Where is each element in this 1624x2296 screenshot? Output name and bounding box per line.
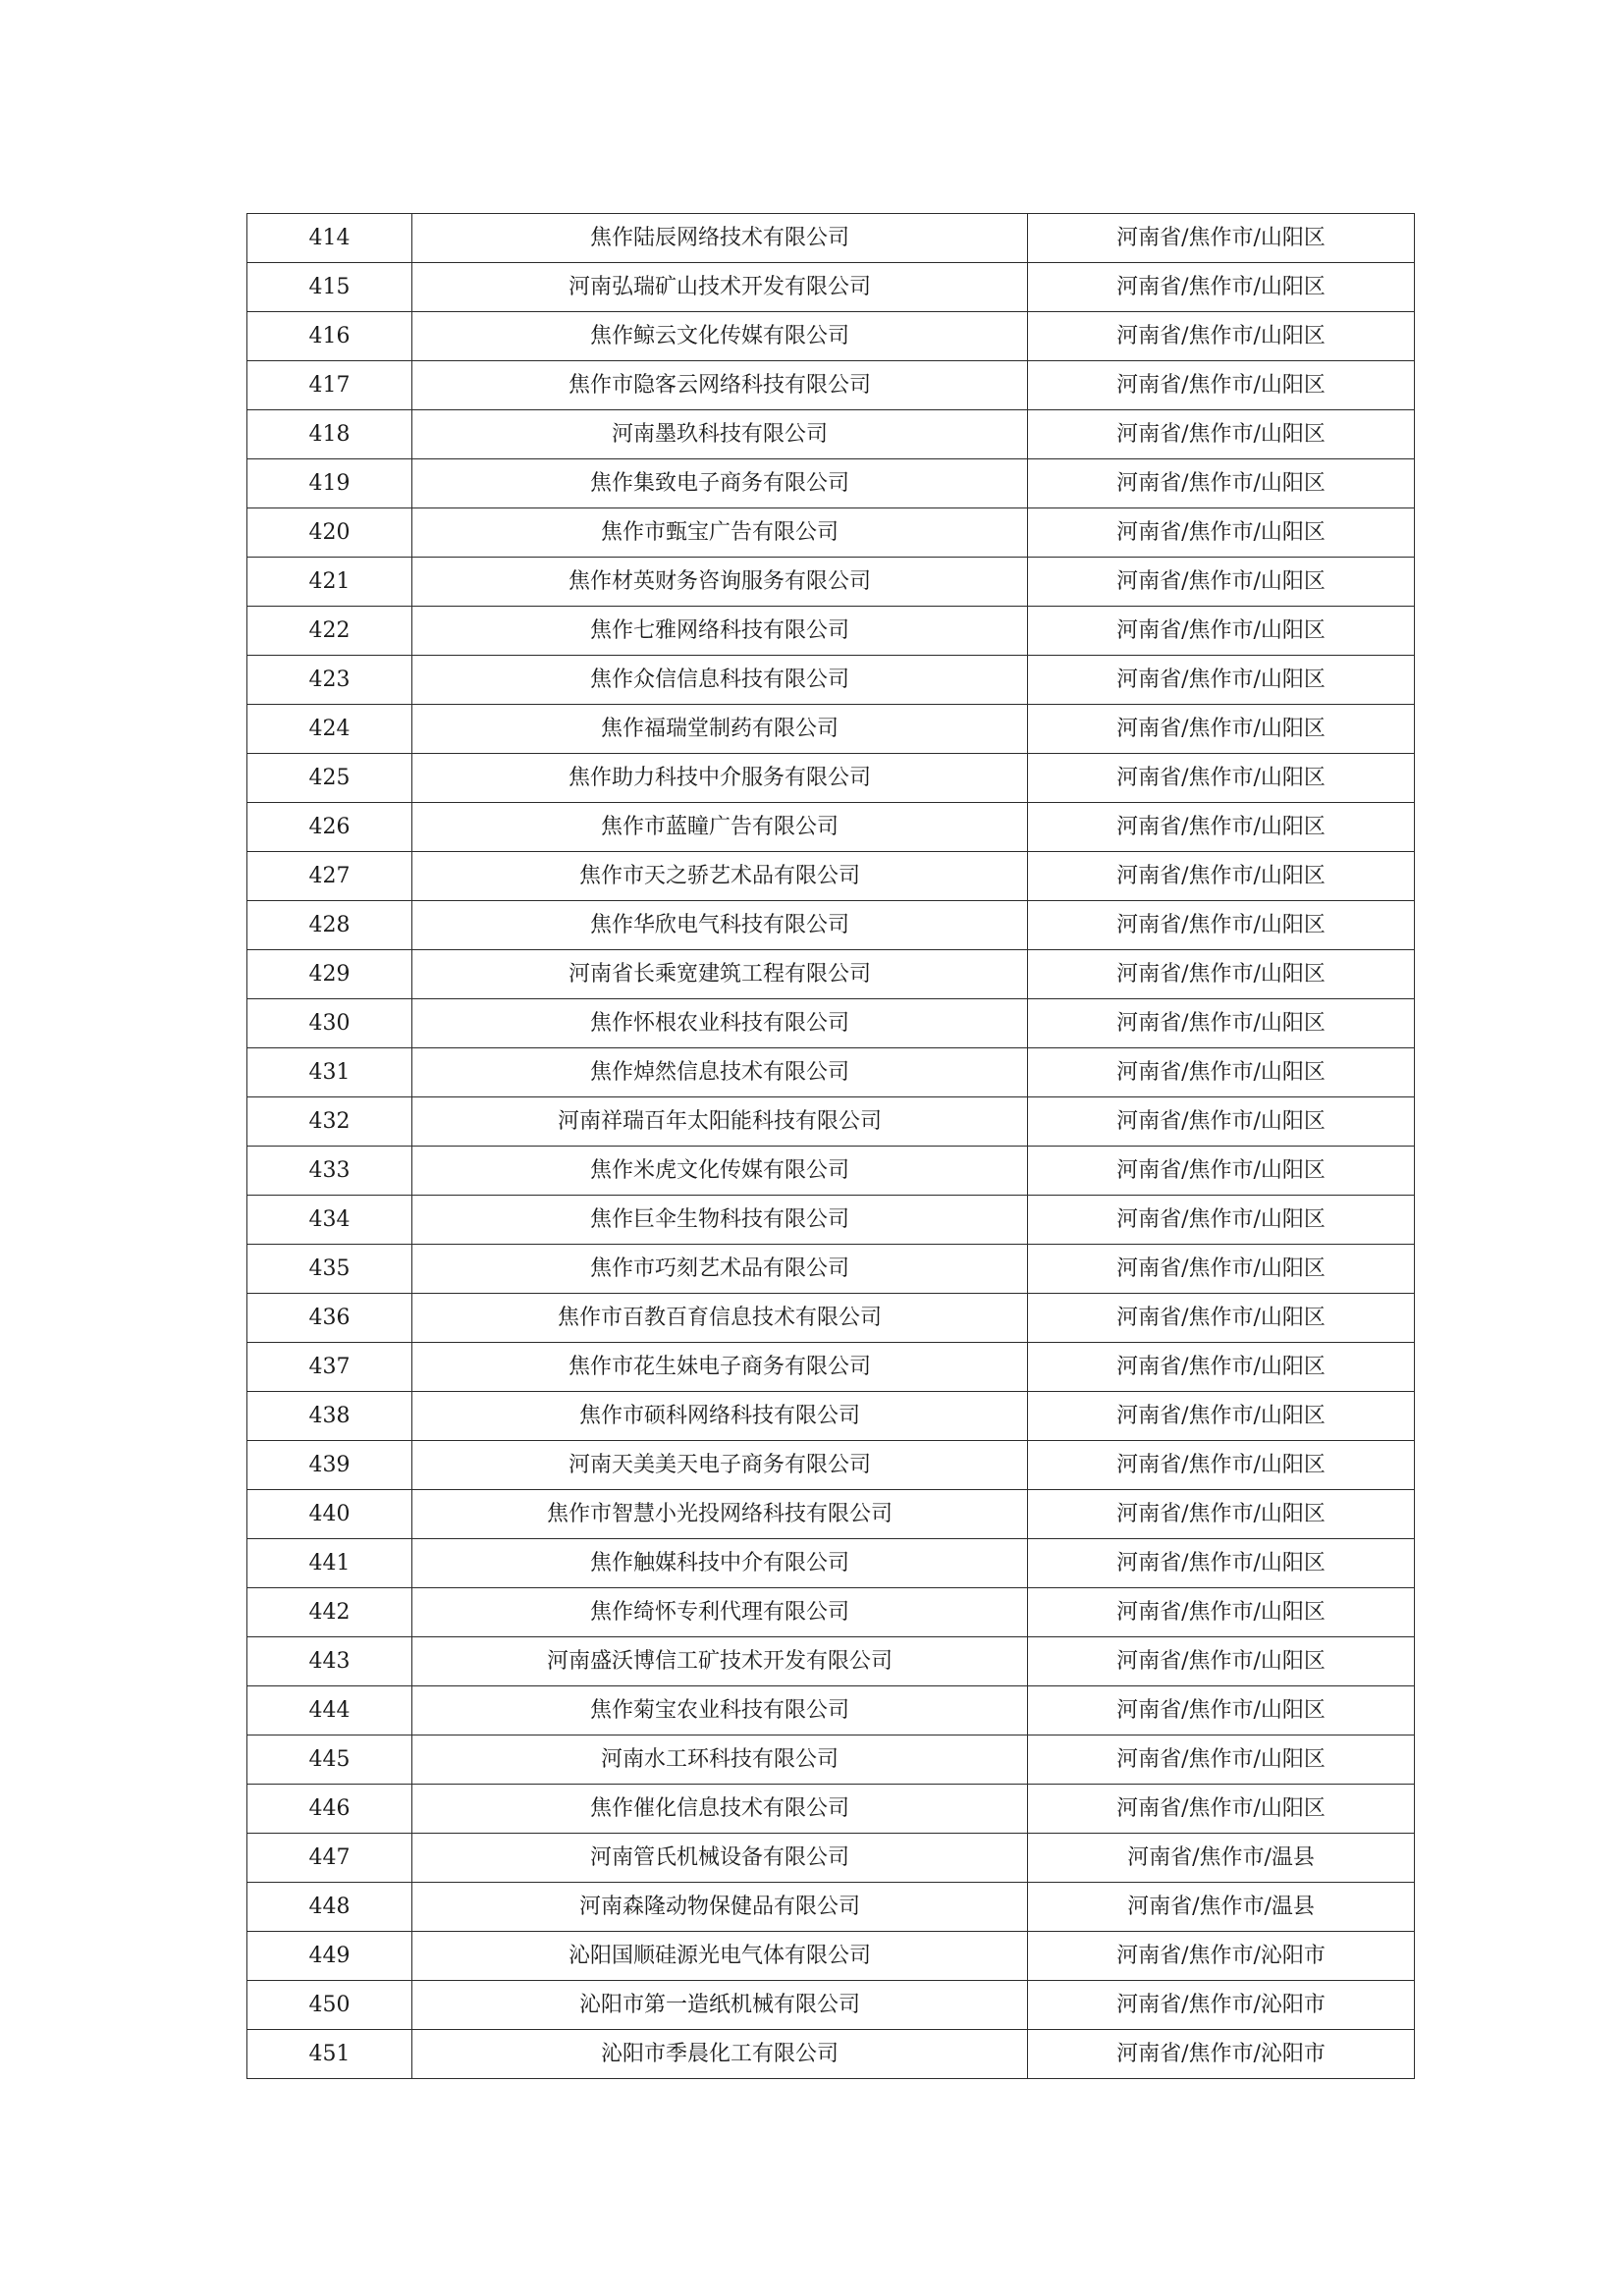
table-row: [247, 1441, 1415, 1490]
region-cell: 河南省/焦作市/山阳区: [1028, 312, 1415, 361]
row-number-cell: 445: [247, 1735, 412, 1785]
region-cell: 河南省/焦作市/沁阳市: [1028, 2030, 1415, 2079]
region-cell: 河南省/焦作市/山阳区: [1028, 1539, 1415, 1588]
row-number-cell: 427: [247, 852, 412, 901]
row-number-cell: 415: [247, 263, 412, 312]
company-name-cell: 河南天美美天电子商务有限公司: [412, 1441, 1028, 1490]
row-number-cell: 419: [247, 459, 412, 508]
region-cell: 河南省/焦作市/山阳区: [1028, 950, 1415, 999]
row-number-cell: 432: [247, 1097, 412, 1147]
row-number-cell: 430: [247, 999, 412, 1048]
table-row: [247, 1834, 1415, 1883]
company-name-cell: 焦作市智慧小光投网络科技有限公司: [412, 1490, 1028, 1539]
region-cell: 河南省/焦作市/山阳区: [1028, 1048, 1415, 1097]
table-row: [247, 1097, 1415, 1147]
table-row: [247, 950, 1415, 999]
row-number-cell: 439: [247, 1441, 412, 1490]
row-number-cell: 422: [247, 607, 412, 656]
company-name-cell: 焦作米虎文化传媒有限公司: [412, 1147, 1028, 1196]
table-row: [247, 263, 1415, 312]
row-number-cell: 418: [247, 410, 412, 459]
company-name-cell: 焦作集致电子商务有限公司: [412, 459, 1028, 508]
row-number-cell: 450: [247, 1981, 412, 2030]
row-number-cell: 414: [247, 214, 412, 263]
row-number-cell: 447: [247, 1834, 412, 1883]
region-cell: 河南省/焦作市/温县: [1028, 1883, 1415, 1932]
row-number-cell: 441: [247, 1539, 412, 1588]
company-name-cell: 沁阳国顺硅源光电气体有限公司: [412, 1932, 1028, 1981]
company-table: [246, 213, 1415, 2079]
row-number-cell: 426: [247, 803, 412, 852]
table-row: [247, 1686, 1415, 1735]
table-row: [247, 852, 1415, 901]
company-name-cell: 焦作市百教百育信息技术有限公司: [412, 1294, 1028, 1343]
table-row: [247, 607, 1415, 656]
region-cell: 河南省/焦作市/山阳区: [1028, 1196, 1415, 1245]
region-cell: 河南省/焦作市/沁阳市: [1028, 1981, 1415, 2030]
company-name-cell: 河南水工环科技有限公司: [412, 1735, 1028, 1785]
company-name-cell: 焦作市隐客云网络科技有限公司: [412, 361, 1028, 410]
company-name-cell: 焦作怀根农业科技有限公司: [412, 999, 1028, 1048]
company-name-cell: 焦作七雅网络科技有限公司: [412, 607, 1028, 656]
row-number-cell: 425: [247, 754, 412, 803]
table-row: [247, 1147, 1415, 1196]
company-name-cell: 沁阳市季晨化工有限公司: [412, 2030, 1028, 2079]
company-name-cell: 沁阳市第一造纸机械有限公司: [412, 1981, 1028, 2030]
row-number-cell: 431: [247, 1048, 412, 1097]
company-name-cell: 焦作触媒科技中介有限公司: [412, 1539, 1028, 1588]
table-row: [247, 1883, 1415, 1932]
region-cell: 河南省/焦作市/山阳区: [1028, 656, 1415, 705]
table-row: [247, 410, 1415, 459]
table-row: [247, 1637, 1415, 1686]
table-row: [247, 705, 1415, 754]
row-number-cell: 438: [247, 1392, 412, 1441]
company-name-cell: 焦作市花生妹电子商务有限公司: [412, 1343, 1028, 1392]
table-row: [247, 901, 1415, 950]
table-row: [247, 1490, 1415, 1539]
region-cell: 河南省/焦作市/山阳区: [1028, 901, 1415, 950]
row-number-cell: 424: [247, 705, 412, 754]
company-name-cell: 焦作福瑞堂制药有限公司: [412, 705, 1028, 754]
table-row: [247, 754, 1415, 803]
region-cell: 河南省/焦作市/山阳区: [1028, 1637, 1415, 1686]
row-number-cell: 442: [247, 1588, 412, 1637]
region-cell: 河南省/焦作市/山阳区: [1028, 1245, 1415, 1294]
row-number-cell: 429: [247, 950, 412, 999]
region-cell: 河南省/焦作市/山阳区: [1028, 999, 1415, 1048]
region-cell: 河南省/焦作市/山阳区: [1028, 1588, 1415, 1637]
table-row: [247, 312, 1415, 361]
row-number-cell: 423: [247, 656, 412, 705]
company-name-cell: 焦作众信信息科技有限公司: [412, 656, 1028, 705]
company-name-cell: 焦作巨伞生物科技有限公司: [412, 1196, 1028, 1245]
row-number-cell: 444: [247, 1686, 412, 1735]
region-cell: 河南省/焦作市/山阳区: [1028, 214, 1415, 263]
company-name-cell: 焦作市甄宝广告有限公司: [412, 508, 1028, 558]
table-row: [247, 803, 1415, 852]
table-row: [247, 1932, 1415, 1981]
row-number-cell: 434: [247, 1196, 412, 1245]
region-cell: 河南省/焦作市/山阳区: [1028, 705, 1415, 754]
table-row: [247, 508, 1415, 558]
company-name-cell: 焦作焯然信息技术有限公司: [412, 1048, 1028, 1097]
company-name-cell: 焦作鲸云文化传媒有限公司: [412, 312, 1028, 361]
region-cell: 河南省/焦作市/沁阳市: [1028, 1932, 1415, 1981]
table-row: [247, 214, 1415, 263]
table-row: [247, 558, 1415, 607]
region-cell: 河南省/焦作市/山阳区: [1028, 1735, 1415, 1785]
table-row: [247, 999, 1415, 1048]
region-cell: 河南省/焦作市/山阳区: [1028, 852, 1415, 901]
company-name-cell: 河南森隆动物保健品有限公司: [412, 1883, 1028, 1932]
table-row: [247, 1588, 1415, 1637]
table-row: [247, 459, 1415, 508]
region-cell: 河南省/焦作市/山阳区: [1028, 410, 1415, 459]
table-row: [247, 1294, 1415, 1343]
row-number-cell: 433: [247, 1147, 412, 1196]
row-number-cell: 417: [247, 361, 412, 410]
company-name-cell: 焦作华欣电气科技有限公司: [412, 901, 1028, 950]
table-row: [247, 2030, 1415, 2079]
region-cell: 河南省/焦作市/山阳区: [1028, 558, 1415, 607]
region-cell: 河南省/焦作市/山阳区: [1028, 607, 1415, 656]
table-row: [247, 1785, 1415, 1834]
region-cell: 河南省/焦作市/山阳区: [1028, 1441, 1415, 1490]
row-number-cell: 443: [247, 1637, 412, 1686]
company-name-cell: 焦作催化信息技术有限公司: [412, 1785, 1028, 1834]
table-row: [247, 1343, 1415, 1392]
table-row: [247, 1245, 1415, 1294]
row-number-cell: 449: [247, 1932, 412, 1981]
row-number-cell: 448: [247, 1883, 412, 1932]
row-number-cell: 440: [247, 1490, 412, 1539]
row-number-cell: 436: [247, 1294, 412, 1343]
region-cell: 河南省/焦作市/山阳区: [1028, 361, 1415, 410]
row-number-cell: 428: [247, 901, 412, 950]
table-row: [247, 1981, 1415, 2030]
company-name-cell: 焦作市天之骄艺术品有限公司: [412, 852, 1028, 901]
table-row: [247, 1735, 1415, 1785]
row-number-cell: 420: [247, 508, 412, 558]
company-name-cell: 焦作市蓝瞳广告有限公司: [412, 803, 1028, 852]
region-cell: 河南省/焦作市/温县: [1028, 1834, 1415, 1883]
company-name-cell: 焦作材英财务咨询服务有限公司: [412, 558, 1028, 607]
company-name-cell: 焦作菊宝农业科技有限公司: [412, 1686, 1028, 1735]
company-name-cell: 焦作市硕科网络科技有限公司: [412, 1392, 1028, 1441]
region-cell: 河南省/焦作市/山阳区: [1028, 459, 1415, 508]
region-cell: 河南省/焦作市/山阳区: [1028, 1147, 1415, 1196]
company-name-cell: 河南管氏机械设备有限公司: [412, 1834, 1028, 1883]
company-name-cell: 河南省长乘宽建筑工程有限公司: [412, 950, 1028, 999]
region-cell: 河南省/焦作市/山阳区: [1028, 1686, 1415, 1735]
region-cell: 河南省/焦作市/山阳区: [1028, 508, 1415, 558]
row-number-cell: 437: [247, 1343, 412, 1392]
table-row: [247, 1539, 1415, 1588]
table-row: [247, 656, 1415, 705]
region-cell: 河南省/焦作市/山阳区: [1028, 1294, 1415, 1343]
region-cell: 河南省/焦作市/山阳区: [1028, 1097, 1415, 1147]
region-cell: 河南省/焦作市/山阳区: [1028, 803, 1415, 852]
company-name-cell: 焦作助力科技中介服务有限公司: [412, 754, 1028, 803]
company-name-cell: 河南墨玖科技有限公司: [412, 410, 1028, 459]
region-cell: 河南省/焦作市/山阳区: [1028, 1392, 1415, 1441]
row-number-cell: 416: [247, 312, 412, 361]
company-name-cell: 河南盛沃博信工矿技术开发有限公司: [412, 1637, 1028, 1686]
region-cell: 河南省/焦作市/山阳区: [1028, 263, 1415, 312]
company-name-cell: 河南弘瑞矿山技术开发有限公司: [412, 263, 1028, 312]
table-row: [247, 361, 1415, 410]
region-cell: 河南省/焦作市/山阳区: [1028, 1343, 1415, 1392]
table-row: [247, 1048, 1415, 1097]
region-cell: 河南省/焦作市/山阳区: [1028, 754, 1415, 803]
row-number-cell: 435: [247, 1245, 412, 1294]
table-row: [247, 1392, 1415, 1441]
row-number-cell: 446: [247, 1785, 412, 1834]
company-table-body: [247, 214, 1415, 2079]
company-name-cell: 焦作绮怀专利代理有限公司: [412, 1588, 1028, 1637]
row-number-cell: 451: [247, 2030, 412, 2079]
company-name-cell: 焦作市巧刻艺术品有限公司: [412, 1245, 1028, 1294]
company-name-cell: 河南祥瑞百年太阳能科技有限公司: [412, 1097, 1028, 1147]
row-number-cell: 421: [247, 558, 412, 607]
region-cell: 河南省/焦作市/山阳区: [1028, 1490, 1415, 1539]
company-name-cell: 焦作陆辰网络技术有限公司: [412, 214, 1028, 263]
region-cell: 河南省/焦作市/山阳区: [1028, 1785, 1415, 1834]
table-row: [247, 1196, 1415, 1245]
